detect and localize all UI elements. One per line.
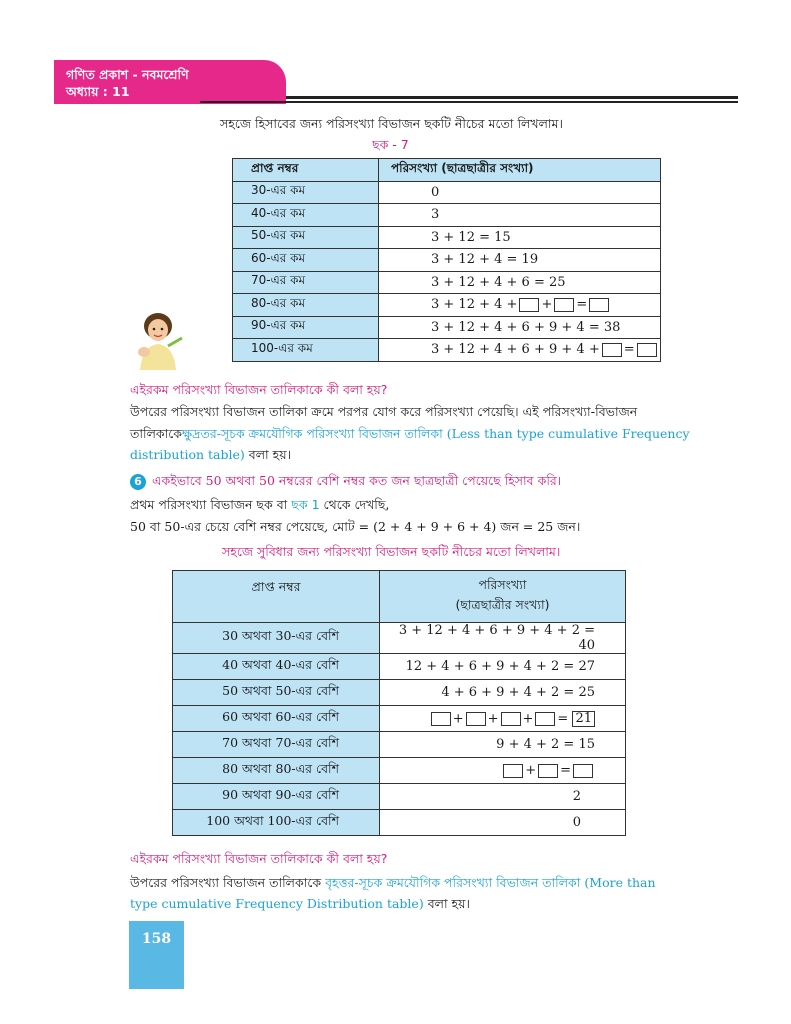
row-value: 12 + 4 + 6 + 9 + 4 + 2 = 27 bbox=[380, 654, 626, 680]
table-row bbox=[233, 339, 661, 362]
blank-box[interactable] bbox=[519, 298, 539, 312]
equals-sign: = bbox=[623, 342, 635, 358]
row-value: 3 + 12 + 4 + 6 + 9 + 4 + 2 = 40 bbox=[380, 623, 626, 654]
equals-sign: = bbox=[576, 297, 588, 313]
table-row bbox=[233, 226, 661, 249]
blank-box[interactable] bbox=[538, 764, 558, 778]
term-english: type cumulative Frequency Distribution table) bbox=[130, 896, 424, 911]
row-value: 3 + 12 + 4 + 6 = 25 bbox=[379, 271, 661, 294]
term-more-than-cumulative: বৃহত্তর-সূচক ক্রমযৌগিক পরিসংখ্যা বিভাজন তালিকা (More than bbox=[325, 875, 656, 890]
row-label: 70-এর কম bbox=[233, 271, 379, 294]
blank-box[interactable] bbox=[637, 343, 657, 357]
header-frequency-line1: পরিসংখ্যা bbox=[478, 576, 527, 592]
paragraph-line bbox=[130, 446, 291, 464]
row-value-text: 3 + 12 + 4 + bbox=[431, 297, 518, 313]
row-label: 80-এর কম bbox=[233, 294, 379, 317]
page-number: 158 bbox=[129, 921, 184, 989]
row-value bbox=[379, 339, 661, 362]
paragraph-text: উপরের পরিসংখ্যা বিভাজন তালিকাকে bbox=[130, 875, 322, 890]
blank-box[interactable] bbox=[589, 298, 609, 312]
table1-caption: ছক - 7 bbox=[372, 137, 409, 152]
row-label: 30 অথবা 30-এর বেশি bbox=[173, 623, 380, 654]
table-header-row bbox=[233, 159, 661, 182]
row-label: 100 অথবা 100-এর বেশি bbox=[173, 810, 380, 836]
blank-box[interactable] bbox=[602, 343, 622, 357]
header-marks: প্রাপ্ত নম্বর bbox=[233, 159, 379, 182]
header-frequency: পরিসংখ্যা (ছাত্রছাত্রীর সংখ্যা) bbox=[379, 159, 661, 182]
paragraph-text: থেকে দেখছি, bbox=[323, 497, 390, 512]
row-value: + + + = 21 bbox=[380, 706, 626, 732]
row-label: 30-এর কম bbox=[233, 181, 379, 204]
row-label: 90-এর কম bbox=[233, 316, 379, 339]
row-value: 3 + 12 + 4 + 6 + 9 + 4 = 38 bbox=[379, 316, 661, 339]
question-heading: এইরকম পরিসংখ্যা বিভাজন তালিকাকে কী বলা হয়? bbox=[130, 851, 388, 866]
row-value: 0 bbox=[380, 810, 626, 836]
table-row bbox=[173, 784, 626, 810]
paragraph-line: 50 বা 50-এর চেয়ে বেশি নম্বর পেয়েছে, মোট = (2 + 4 + 9 + 6 + 4) জন = 25 জন। bbox=[130, 519, 581, 534]
blank-box[interactable] bbox=[535, 712, 555, 726]
row-label: 40 অথবা 40-এর বেশি bbox=[173, 654, 380, 680]
blank-box[interactable] bbox=[573, 764, 593, 778]
table-row bbox=[233, 271, 661, 294]
paragraph-line: উপরের পরিসংখ্যা বিভাজন তালিকা ক্রমে পরপর যোগ করে পরিসংখ্যা পেয়েছি। এই পরিসংখ্যা-বিভাজন bbox=[130, 404, 638, 419]
item-number-badge: 6 bbox=[130, 474, 146, 490]
row-value: + = bbox=[380, 758, 626, 784]
header-rule-thin bbox=[200, 101, 738, 103]
row-value: 9 + 4 + 2 = 15 bbox=[380, 732, 626, 758]
table-header-row bbox=[173, 571, 626, 623]
paragraph-line bbox=[130, 895, 470, 913]
blank-box[interactable] bbox=[503, 764, 523, 778]
chapter-header bbox=[54, 60, 286, 104]
row-value: 2 bbox=[380, 784, 626, 810]
table-row bbox=[173, 758, 626, 784]
row-value: 0 bbox=[379, 181, 661, 204]
more-than-table bbox=[172, 570, 626, 836]
blank-box[interactable] bbox=[554, 298, 574, 312]
row-value bbox=[379, 294, 661, 317]
row-label: 100-এর কম bbox=[233, 339, 379, 362]
paragraph-text: প্রথম পরিসংখ্যা বিভাজন ছক বা bbox=[130, 497, 288, 512]
row-value: 3 + 12 + 4 = 19 bbox=[379, 249, 661, 272]
row-value: 3 + 12 = 15 bbox=[379, 226, 661, 249]
paragraph-line bbox=[130, 496, 389, 514]
plus-sign: + bbox=[541, 297, 553, 313]
less-than-table bbox=[232, 158, 661, 362]
header-frequency-line2: (ছাত্রছাত্রীর সংখ্যা) bbox=[455, 596, 550, 612]
row-label: 60 অথবা 60-এর বেশি bbox=[173, 706, 380, 732]
table-row bbox=[233, 249, 661, 272]
row-label: 40-এর কম bbox=[233, 204, 379, 227]
header-frequency bbox=[380, 571, 626, 623]
chapter-number: অধ্যায় : 11 bbox=[66, 84, 130, 99]
table-row bbox=[233, 204, 661, 227]
table-row bbox=[173, 810, 626, 836]
table-row bbox=[173, 623, 626, 654]
blank-box[interactable] bbox=[466, 712, 486, 726]
item-text: একইভাবে 50 অথবা 50 নম্বরের বেশি নম্বর কত জন ছাত্রছাত্রী পেয়েছে হিসাব করি। bbox=[152, 473, 562, 488]
row-label: 70 অথবা 70-এর বেশি bbox=[173, 732, 380, 758]
paragraph-line bbox=[130, 425, 690, 443]
row-label: 80 অথবা 80-এর বেশি bbox=[173, 758, 380, 784]
row-label: 50-এর কম bbox=[233, 226, 379, 249]
table-row bbox=[233, 181, 661, 204]
table-row bbox=[173, 680, 626, 706]
term-less-than-cumulative: ক্ষুদ্রতর-সূচক ক্রমযৌগিক পরিসংখ্যা বিভাজন তালিকা (Less than type cumulative Frequency bbox=[182, 426, 690, 441]
paragraph-text: বলা হয়। bbox=[248, 447, 292, 462]
blank-box[interactable] bbox=[431, 712, 451, 726]
paragraph-line bbox=[130, 874, 656, 892]
table-row bbox=[173, 706, 626, 732]
row-label: 90 অথবা 90-এর বেশি bbox=[173, 784, 380, 810]
table-row bbox=[233, 294, 661, 317]
paragraph-text: বলা হয়। bbox=[427, 896, 470, 911]
blank-box[interactable] bbox=[501, 712, 521, 726]
book-title: গণিত প্রকাশ - নবমশ্রেণি bbox=[66, 67, 189, 82]
row-value: 4 + 6 + 9 + 4 + 2 = 25 bbox=[380, 680, 626, 706]
answer-box: 21 bbox=[572, 711, 595, 727]
intro-line: সহজে হিসাবের জন্য পরিসংখ্যা বিভাজন ছকটি নীচের মতো লিখলাম। bbox=[220, 116, 563, 131]
row-label: 60-এর কম bbox=[233, 249, 379, 272]
row-value-text: 3 + 12 + 4 + 6 + 9 + 4 + bbox=[431, 342, 600, 358]
term-english: distribution table) bbox=[130, 447, 245, 462]
item-6-heading bbox=[130, 472, 561, 490]
paragraph-text: তালিকাকে bbox=[130, 426, 183, 441]
row-value: 3 bbox=[379, 204, 661, 227]
row-label: 50 অথবা 50-এর বেশি bbox=[173, 680, 380, 706]
table-row bbox=[173, 654, 626, 680]
table-reference-link[interactable]: ছক 1 bbox=[291, 497, 320, 512]
table-row bbox=[173, 732, 626, 758]
child-illustration-icon bbox=[128, 308, 188, 370]
table-row bbox=[233, 316, 661, 339]
header-marks: প্রাপ্ত নম্বর bbox=[173, 571, 380, 623]
header-rule bbox=[286, 96, 738, 99]
table2-intro: সহজে সুবিধার জন্য পরিসংখ্যা বিভাজন ছকটি নীচের মতো লিখলাম। bbox=[222, 544, 561, 559]
question-heading: এইরকম পরিসংখ্যা বিভাজন তালিকাকে কী বলা হয়? bbox=[130, 382, 388, 397]
